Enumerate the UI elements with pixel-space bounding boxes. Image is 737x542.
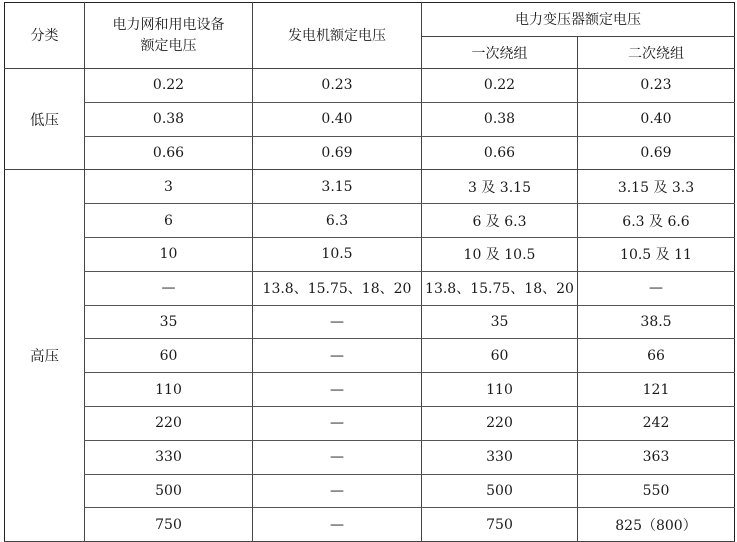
secondary-winding-voltage-cell: 6.3 及 6.6 bbox=[578, 204, 735, 238]
grid-equipment-voltage-cell: 3 bbox=[85, 170, 253, 204]
secondary-winding-voltage-cell: 121 bbox=[578, 373, 735, 407]
generator-voltage-cell: — bbox=[253, 305, 422, 339]
generator-voltage-cell: 10.5 bbox=[253, 237, 422, 271]
primary-winding-voltage-cell: 110 bbox=[422, 373, 578, 407]
table-row bbox=[5, 204, 735, 238]
header-secondary-winding: 二次绕组 bbox=[578, 37, 735, 69]
secondary-winding-voltage-cell: 825（800） bbox=[578, 508, 735, 542]
secondary-winding-voltage-cell: 10.5 及 11 bbox=[578, 237, 735, 271]
table-row bbox=[5, 102, 735, 136]
table-body bbox=[5, 69, 735, 542]
table-row bbox=[5, 474, 735, 508]
secondary-winding-voltage-cell: 0.23 bbox=[578, 69, 735, 103]
table-row bbox=[5, 440, 735, 474]
generator-voltage-cell: — bbox=[253, 406, 422, 440]
primary-winding-voltage-cell: 0.66 bbox=[422, 136, 578, 170]
primary-winding-voltage-cell: 3 及 3.15 bbox=[422, 170, 578, 204]
secondary-winding-voltage-cell: 3.15 及 3.3 bbox=[578, 170, 735, 204]
table-row bbox=[5, 339, 735, 373]
grid-equipment-voltage-cell: — bbox=[85, 271, 253, 305]
generator-voltage-cell: — bbox=[253, 373, 422, 407]
table-row bbox=[5, 406, 735, 440]
header-transformer: 电力变压器额定电压 bbox=[422, 3, 735, 37]
header-grid-equipment-line1: 电力网和用电设备 bbox=[112, 16, 225, 33]
generator-voltage-cell: — bbox=[253, 474, 422, 508]
grid-equipment-voltage-cell: 750 bbox=[85, 508, 253, 542]
grid-equipment-voltage-cell: 0.22 bbox=[85, 69, 253, 103]
table-row bbox=[5, 136, 735, 170]
header-grid-equipment-line2: 额定电压 bbox=[140, 37, 197, 54]
primary-winding-voltage-cell: 35 bbox=[422, 305, 578, 339]
header-primary-winding: 一次绕组 bbox=[422, 37, 578, 69]
generator-voltage-cell: 3.15 bbox=[253, 170, 422, 204]
header-category: 分类 bbox=[5, 3, 85, 69]
rated-voltage-table bbox=[4, 2, 735, 542]
grid-equipment-voltage-cell: 10 bbox=[85, 237, 253, 271]
table-row bbox=[5, 170, 735, 204]
grid-equipment-voltage-cell: 35 bbox=[85, 305, 253, 339]
secondary-winding-voltage-cell: 38.5 bbox=[578, 305, 735, 339]
generator-voltage-cell: 0.40 bbox=[253, 102, 422, 136]
primary-winding-voltage-cell: 13.8、15.75、18、20 bbox=[422, 271, 578, 305]
generator-voltage-cell: 6.3 bbox=[253, 204, 422, 238]
secondary-winding-voltage-cell: 363 bbox=[578, 440, 735, 474]
grid-equipment-voltage-cell: 500 bbox=[85, 474, 253, 508]
generator-voltage-cell: 0.69 bbox=[253, 136, 422, 170]
primary-winding-voltage-cell: 500 bbox=[422, 474, 578, 508]
primary-winding-voltage-cell: 330 bbox=[422, 440, 578, 474]
primary-winding-voltage-cell: 750 bbox=[422, 508, 578, 542]
generator-voltage-cell: 0.23 bbox=[253, 69, 422, 103]
secondary-winding-voltage-cell: 66 bbox=[578, 339, 735, 373]
primary-winding-voltage-cell: 220 bbox=[422, 406, 578, 440]
primary-winding-voltage-cell: 60 bbox=[422, 339, 578, 373]
table-row bbox=[5, 305, 735, 339]
category-cell: 高压 bbox=[5, 170, 85, 542]
generator-voltage-cell: 13.8、15.75、18、20 bbox=[253, 271, 422, 305]
primary-winding-voltage-cell: 6 及 6.3 bbox=[422, 204, 578, 238]
grid-equipment-voltage-cell: 0.38 bbox=[85, 102, 253, 136]
table-row bbox=[5, 237, 735, 271]
generator-voltage-cell: — bbox=[253, 339, 422, 373]
grid-equipment-voltage-cell: 60 bbox=[85, 339, 253, 373]
primary-winding-voltage-cell: 0.22 bbox=[422, 69, 578, 103]
secondary-winding-voltage-cell: 0.69 bbox=[578, 136, 735, 170]
table-row bbox=[5, 271, 735, 305]
grid-equipment-voltage-cell: 0.66 bbox=[85, 136, 253, 170]
table-row bbox=[5, 69, 735, 103]
generator-voltage-cell: — bbox=[253, 440, 422, 474]
secondary-winding-voltage-cell: — bbox=[578, 271, 735, 305]
generator-voltage-cell: — bbox=[253, 508, 422, 542]
secondary-winding-voltage-cell: 242 bbox=[578, 406, 735, 440]
table-row bbox=[5, 373, 735, 407]
primary-winding-voltage-cell: 0.38 bbox=[422, 102, 578, 136]
secondary-winding-voltage-cell: 0.40 bbox=[578, 102, 735, 136]
primary-winding-voltage-cell: 10 及 10.5 bbox=[422, 237, 578, 271]
category-cell: 低压 bbox=[5, 69, 85, 170]
grid-equipment-voltage-cell: 330 bbox=[85, 440, 253, 474]
header-grid-equipment bbox=[85, 3, 253, 69]
grid-equipment-voltage-cell: 6 bbox=[85, 204, 253, 238]
secondary-winding-voltage-cell: 550 bbox=[578, 474, 735, 508]
header-generator: 发电机额定电压 bbox=[253, 3, 422, 69]
grid-equipment-voltage-cell: 220 bbox=[85, 406, 253, 440]
grid-equipment-voltage-cell: 110 bbox=[85, 373, 253, 407]
